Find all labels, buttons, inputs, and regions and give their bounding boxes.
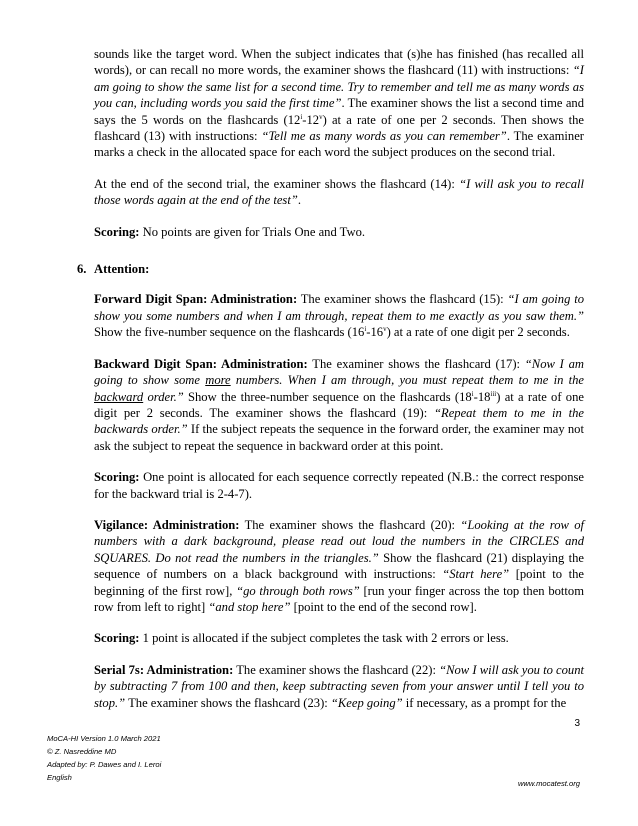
vigilance-scoring-paragraph: Scoring: 1 point is allocated if the subject completes the task with 2 errors or less.: [94, 631, 509, 646]
serial-sevens-paragraph: Serial 7s: Administration: The examiner shows the flashcard (22): “Now I will ask you to count by subtracting 7 from 100 and then, keep subtracting seven from your answer until I tell you to stop.” The examiner shows the flashcard (23): “Keep going” if necessary, as a prompt for the: [94, 662, 585, 710]
vigilance-paragraph: Vigilance: Administration: The examiner shows the flashcard (20): “Looking at the row of numbers with a dark background, please read out loud the numbers in the CIRCLES and SQUARES. Do not read the numbers in the triangles.” Show the flashcard (21) displaying the sequence of numbers on a black background with instructions: “Start here” [point to the beginning of the first row], “go through both rows” [run your finger across the top then bottom row from left to right] “and stop here” [point to the end of the second row].: [94, 517, 585, 614]
trial-two-paragraph: sounds like the target word. When the subject indicates that (s)he has finished (has recalled all words), or can recall no more words, the examiner shows the flashcard (11) with instructions: “I am going to show the same list for a second time. Try to remember and tell me as many words as you can, including words you said the first time”. The examiner shows the list a second time and says the 5 words on the flashcards (12$^i$-12$^v$) at a rate of one per 2 seconds. Then shows the flashcard (13) with instructions: “Tell me as many words as you can remember”. The examiner marks a check in the allocated space for each word the subject produces on the second trial.: [94, 47, 584, 160]
page-number: 3: [574, 718, 580, 729]
section-heading-attention: [77, 261, 584, 277]
backward-digit-span-paragraph: Backward Digit Span: Administration: The examiner shows the flashcard (17): “Now I am going to show some more numbers. When I am through, you must repeat them to me in the backward order.” Show the three-number sequence on the flashcards (18$^i$-18$^{iii}$) at a rate of one digit per 2 seconds. The examiner shows the flashcard (19): “Repeat them to me in the backwards order.” If the subject repeats the sequence in the forward order, the examiner may not ask the subject to repeat the sequence in backward order at this point.: [94, 356, 585, 453]
section-number: 6.: [77, 262, 87, 277]
footer-info: [47, 732, 161, 784]
footer-adapted-line: Adapted by: P. Dawes and I. Leroi: [47, 760, 162, 769]
trials-scoring-paragraph: Scoring: No points are given for Trials One and Two.: [94, 224, 366, 239]
footer-copyright-line: © Z. Nasreddine MD: [47, 747, 117, 756]
forward-digit-span-paragraph: Forward Digit Span: Administration: The examiner shows the flashcard (15): “I am going to show you some numbers and when I am through, repeat them to me exactly as you saw them.” Show the five-number sequence on the flashcards (16$^i$-16$^v$) at a rate of one digit per 2 seconds.: [94, 292, 584, 340]
section-title: Attention:: [94, 262, 150, 277]
page-body: [77, 46, 585, 711]
footer-version-line: MoCA-HI Version 1.0 March 2021: [47, 734, 161, 743]
footer-url: www.mocatest.org: [517, 779, 580, 788]
footer-language-line: English: [47, 773, 72, 782]
end-second-trial-paragraph: At the end of the second trial, the examiner shows the flashcard (14): “I will ask you to recall those words again at the end of the test”.: [94, 176, 584, 208]
digit-span-scoring-paragraph: Scoring: One point is allocated for each sequence correctly repeated (N.B.: the correct response for the backward trial is 2-4-7).: [94, 470, 584, 501]
